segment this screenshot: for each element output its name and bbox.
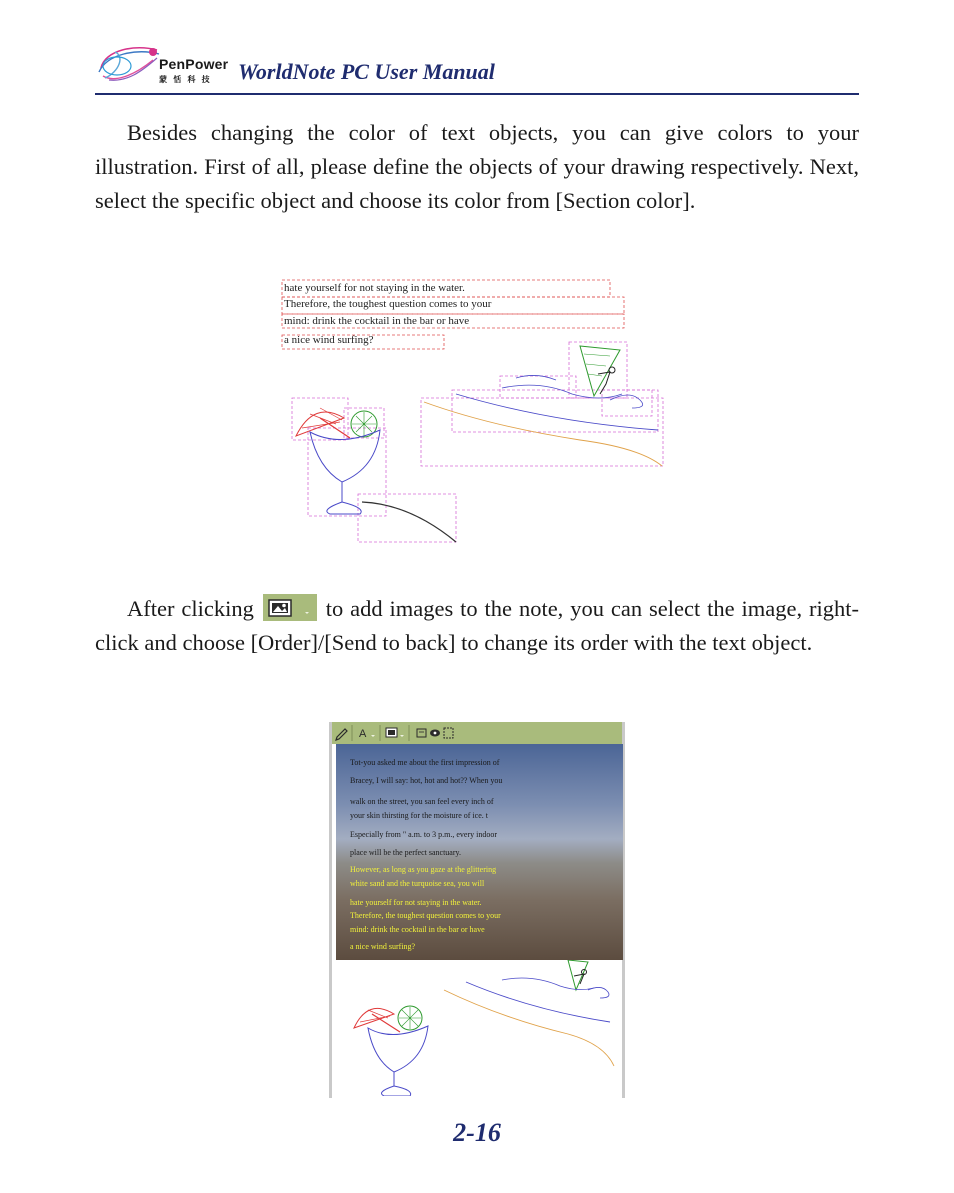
photo-text-line: Therefore, the toughest question comes to your — [350, 911, 501, 920]
paragraph2-text-before: After clicking — [127, 596, 254, 621]
drawing-sketch-below-image — [332, 960, 622, 1096]
figure1-text-line: hate yourself for not staying in the water. — [284, 282, 465, 294]
photo-text-line: walk on the street, you san feel every inch of — [350, 797, 494, 806]
manual-title: WorldNote PC User Manual — [238, 59, 495, 84]
photo-text-line: place will be the perfect sanctuary. — [350, 848, 461, 857]
figure-send-to-back — [329, 722, 625, 1098]
brand-subtitle: 蒙 恬 科 技 — [159, 75, 212, 84]
figure1-text-line: a nice wind surfing? — [284, 334, 374, 346]
page-number: 2-16 — [453, 1118, 501, 1147]
page-header — [95, 40, 859, 96]
photo-text-line: your skin thirsting for the moisture of ice. t — [350, 811, 488, 820]
penpower-logo — [95, 42, 163, 86]
photo-text-line: a nice wind surfing? — [350, 942, 416, 951]
brand-name: PenPower — [159, 56, 229, 72]
paragraph1-text: Besides changing the color of text objects, you can give colors to your illustration. First of all, please define the objects of your drawing respectively. Next, select the specific object and choose its color from [Section color]. — [95, 120, 859, 213]
header-divider — [95, 93, 859, 95]
figure1-text-line: mind: drink the cocktail in the bar or have — [284, 315, 470, 327]
add-image-button[interactable] — [263, 594, 317, 621]
paragraph-add-image — [95, 592, 859, 660]
frame-icon[interactable] — [417, 729, 426, 737]
image-icon — [263, 594, 317, 621]
background-beach-image[interactable] — [336, 744, 623, 960]
photo-text-line: However, as long as you gaze at the glittering — [350, 865, 497, 874]
select-icon[interactable] — [444, 728, 453, 738]
photo-text-line: Tot-you asked me about the first impression of — [350, 758, 500, 767]
photo-text-line: hate yourself for not staying in the water. — [350, 898, 482, 907]
image-icon[interactable] — [386, 728, 397, 737]
pen-icon[interactable] — [336, 729, 347, 740]
text-tool-label[interactable]: A — [359, 728, 367, 740]
photo-text-line: Bracey, I will say: hot, hot and hot?? When you — [350, 776, 503, 785]
eye-icon[interactable] — [430, 730, 440, 737]
paragraph2-text-after: to add images to the note, you can select the image, right-click and choose [Order]/[Send to back] to change its order with the text object. — [95, 596, 860, 655]
toolbar-icons — [332, 722, 622, 744]
figure-drawing-objects — [280, 276, 670, 546]
paragraph-section-color — [95, 116, 859, 218]
photo-text-line: Especially from " a.m. to 3 p.m., every indoor — [350, 830, 498, 839]
editor-toolbar — [332, 722, 622, 744]
photo-text-line: white sand and the turquoise sea, you will — [350, 879, 485, 888]
photo-text-line: mind: drink the cocktail in the bar or have — [350, 925, 485, 934]
figure1-text-line: Therefore, the toughest question comes to your — [284, 298, 492, 310]
